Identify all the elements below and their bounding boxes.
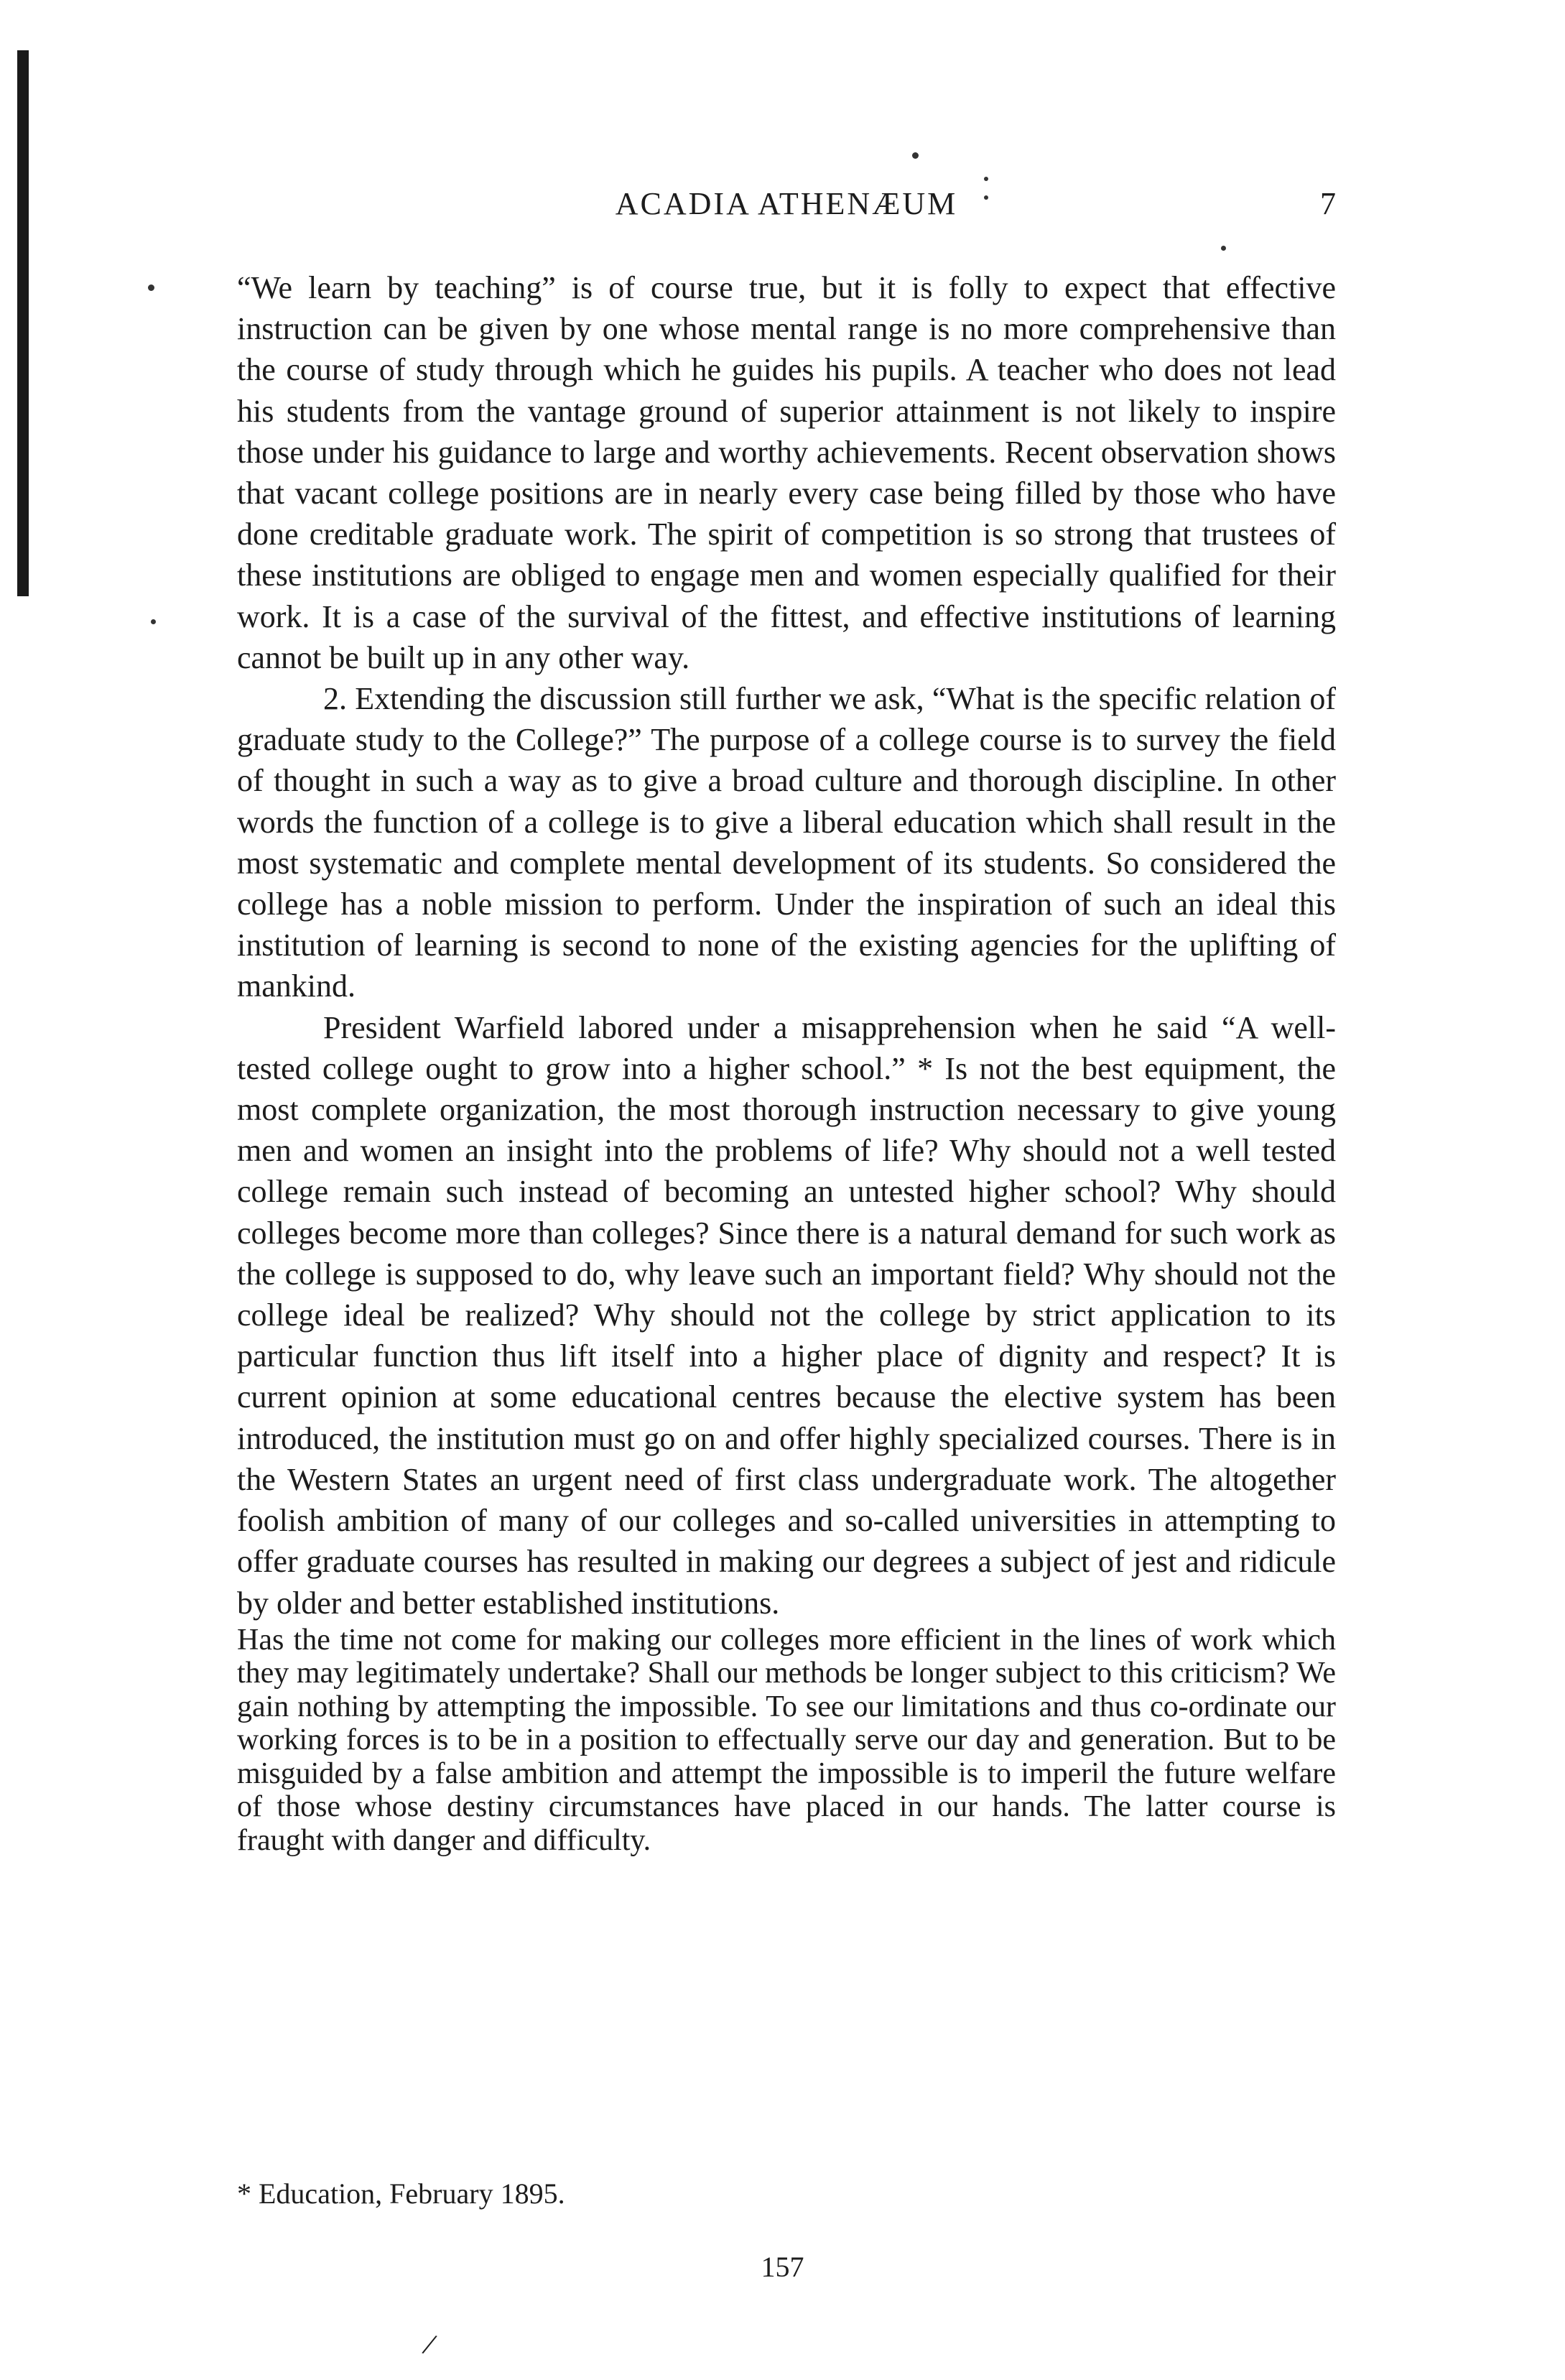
paragraph: 2. Extending the discussion still further we ask, “What is the specific relation of graduate study to the College?” The purpose of a college course is to survey the field of thought in such a way as to give a broad culture and thorough discipline. In other words the function of a college is to give a liberal education which shall result in the most systematic and complete mental development of its students. So considered the college has a noble mission to perform. Under the inspiration of such an ideal this institution of learning is second to none of the existing agencies for the uplifting of mankind. — [237, 681, 1336, 1004]
page-header — [237, 185, 1336, 228]
page-number: 7 — [1320, 186, 1336, 221]
scan-edge-bar — [17, 50, 29, 596]
footnote: * Education, February 1895. — [237, 2177, 565, 2210]
stray-mark: / — [419, 2326, 440, 2363]
scan-speck — [912, 152, 919, 159]
paragraph: Has the time not come for making our colleges more efficient in the lines of work which they may legitimately undertake? Shall our methods be longer subject to this criticism? We gain nothing by attempting the impossible. To see our limitations and thus co-ordinate our working forces is to be in a position to effectually serve our day and generation. But to be misguided by a false ambition and attempt the impossible is to imperil the future welfare of those whose destiny circumstances have placed in our hands. The latter course is fraught with danger and difficulty. — [237, 1623, 1336, 1857]
scan-speck — [148, 284, 154, 291]
scan-speck — [151, 619, 156, 624]
running-head: ACADIA ATHENÆUM — [615, 186, 958, 221]
text-column — [237, 267, 1336, 1857]
scan-speck — [1221, 246, 1226, 251]
folio-number: 157 — [761, 2251, 804, 2283]
paragraph: “We learn by teaching” is of course true, but it is folly to expect that effective instruction can be given by one whose mental range is no more comprehensive than the course of study through which he guides his pupils. A teacher who does not lead his students from the vantage ground of superior attainment is not likely to inspire those under his guidance to large and worthy achievements. Recent observation shows that vacant college positions are in nearly every case being filled by those who have done creditable graduate work. The spirit of competition is so strong that trustees of these institutions are obliged to engage men and women especially qualified for their work. It is a case of the survival of the fittest, and effective institutions of learning cannot be built up in any other way. — [237, 270, 1336, 675]
scan-speck — [984, 177, 988, 181]
paragraph: President Warfield labored under a misapprehension when he said “A well-tested college ought to grow into a higher school.” * Is not the best equipment, the most complete organization, the most thorough instruction necessary to give young men and women an insight into the problems of life? Why should not a well tested college remain such instead of becoming an untested higher school? Why should colleges become more than colleges? Since there is a natural demand for such work as the college is supposed to do, why leave such an important field? Why should not the college ideal be realized? Why should not the college by strict application to its particular function thus lift itself into a higher place of dignity and respect? It is current opinion at some educational centres because the elective system has been introduced, the institution must go on and offer highly specialized courses. There is in the Western States an urgent need of first class undergraduate work. The altogether foolish ambition of many of our colleges and so-called universities in attempting to offer graduate courses has resulted in making our degrees a subject of jest and ridicule by older and better established institutions. — [237, 1009, 1336, 1621]
